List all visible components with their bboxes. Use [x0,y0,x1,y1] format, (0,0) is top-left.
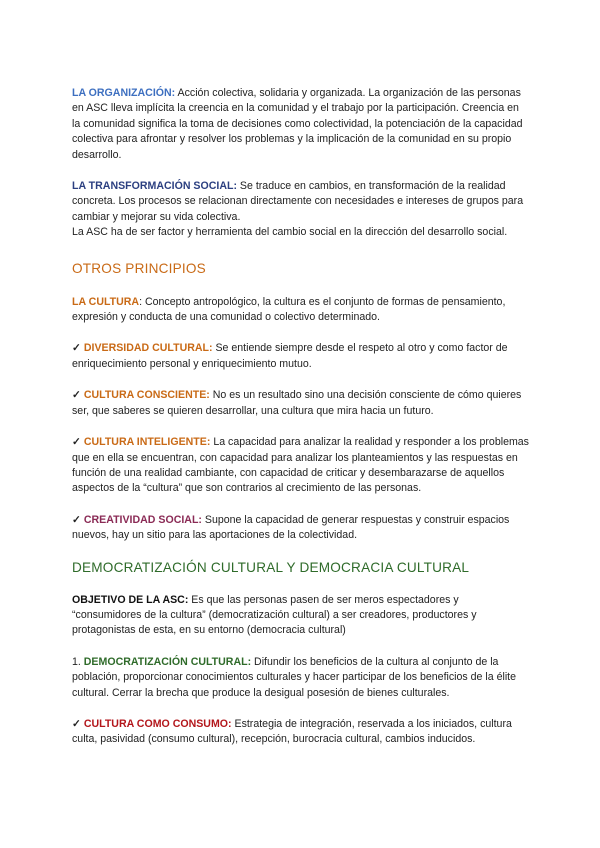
text-organizacion: Acción colectiva, solidaria y organizada. La organización de las personas en ASC lleva implícita la creencia en la comunidad y el trabajo por la participación. Creencia en la comunidad significa la toma de decisiones como colectividad, la potenciación de la capacidad colectiva para afrontar y resolver los problemas y la implicación de la comunidad en su propio desarrollo. [72,87,523,161]
label-diversidad: DIVERSIDAD CULTURAL: [83,342,213,355]
label-inteligente: CULTURA INTELIGENTE: [83,436,211,449]
label-creatividad: CREATIVIDAD SOCIAL: [83,513,202,526]
check-icon: ✓ [72,436,81,449]
number-democratizacion: 1. [72,655,84,668]
document-page [72,86,530,748]
section-transformacion [72,179,530,241]
label-consumo: CULTURA COMO CONSUMO: [83,717,232,730]
label-objetivo: OBJETIVO DE LA ASC: [72,593,189,606]
text-consciente: No es un resultado sino una decisión consciente de cómo quieres ser, que saberes se quieren desarrollar, una cultura que mira hacia un futuro. [72,389,522,417]
paragraph-consciente [72,388,530,419]
paragraph-inteligente [72,435,530,497]
text-cultura: : Concepto antropológico, la cultura es el conjunto de formas de pensamiento, expresión y conducta de una comunidad o colectivo determinado. [72,295,506,324]
check-icon: ✓ [72,389,81,402]
paragraph-cultura [72,295,530,326]
text-consumo: Estrategia de integración, reservada a los iniciados, cultura culta, pasividad (consumo cultural), recepción, burocracia cultural, cambios inducidos. [72,717,512,746]
label-organizacion: LA ORGANIZACIÓN: [72,87,176,99]
paragraph-creatividad [72,513,530,544]
paragraph-diversidad [72,341,530,372]
label-transformacion: LA TRANSFORMACIÓN SOCIAL: [72,180,237,193]
text-transformacion: Se traduce en cambios, en transformación de la realidad concreta. Los procesos se relacionan directamente con necesidades e intereses de grupos para cambiar y mejorar su vida colectiva. [72,180,524,223]
text-inteligente: La capacidad para analizar la realidad y responder a los problemas que en ella se encuentran, con capacidad para analizar los planteamientos y las respuestas en función de una realidad cambiante, con capacidad de criticar y desembarazarse de aquellos aspectos de la “cultura” que son contrarios al crecimiento de las personas. [72,436,529,495]
label-cultura: LA CULTURA [72,295,140,308]
paragraph-consumo [72,717,530,748]
paragraph-democratizacion [72,655,530,701]
text-democratizacion: Difundir los beneficios de la cultura al conjunto de la población, proporcionar conocimientos culturales y hacer participar de los beneficios de la élite cultural. Cerrar la brecha que produce la desigual posesión de bienes culturales. [72,655,517,699]
check-icon: ✓ [72,513,81,526]
paragraph-organizacion [72,86,530,163]
check-icon: ✓ [72,342,81,355]
paragraph-transformacion-2: La ASC ha de ser factor y herramienta del cambio social en la dirección del desarrollo social. [72,226,508,239]
text-creatividad: Supone la capacidad de generar respuestas y construir espacios nuevos, hay un sitio para las aportaciones de la colectividad. [72,513,510,542]
label-democratizacion: DEMOCRATIZACIÓN CULTURAL: [83,655,252,668]
heading-democratizacion: DEMOCRATIZACIÓN CULTURAL Y DEMOCRACIA CULTURAL [72,559,470,575]
paragraph-objetivo [72,593,530,639]
text-objetivo: Es que las personas pasen de ser meros espectadores y “consumidores de la cultura” (democratización cultural) a ser creadores, productores y protagonistas de esta, en su entorno (democracia cultural) [72,593,477,637]
heading-otros-principios: OTROS PRINCIPIOS [72,260,206,276]
text-diversidad: Se entiende siempre desde el respeto al otro y como factor de enriquecimiento personal y enriquecimiento mutuo. [72,342,508,370]
paragraph-transformacion [72,179,530,225]
label-consciente: CULTURA CONSCIENTE: [83,389,210,402]
check-icon: ✓ [72,717,81,730]
